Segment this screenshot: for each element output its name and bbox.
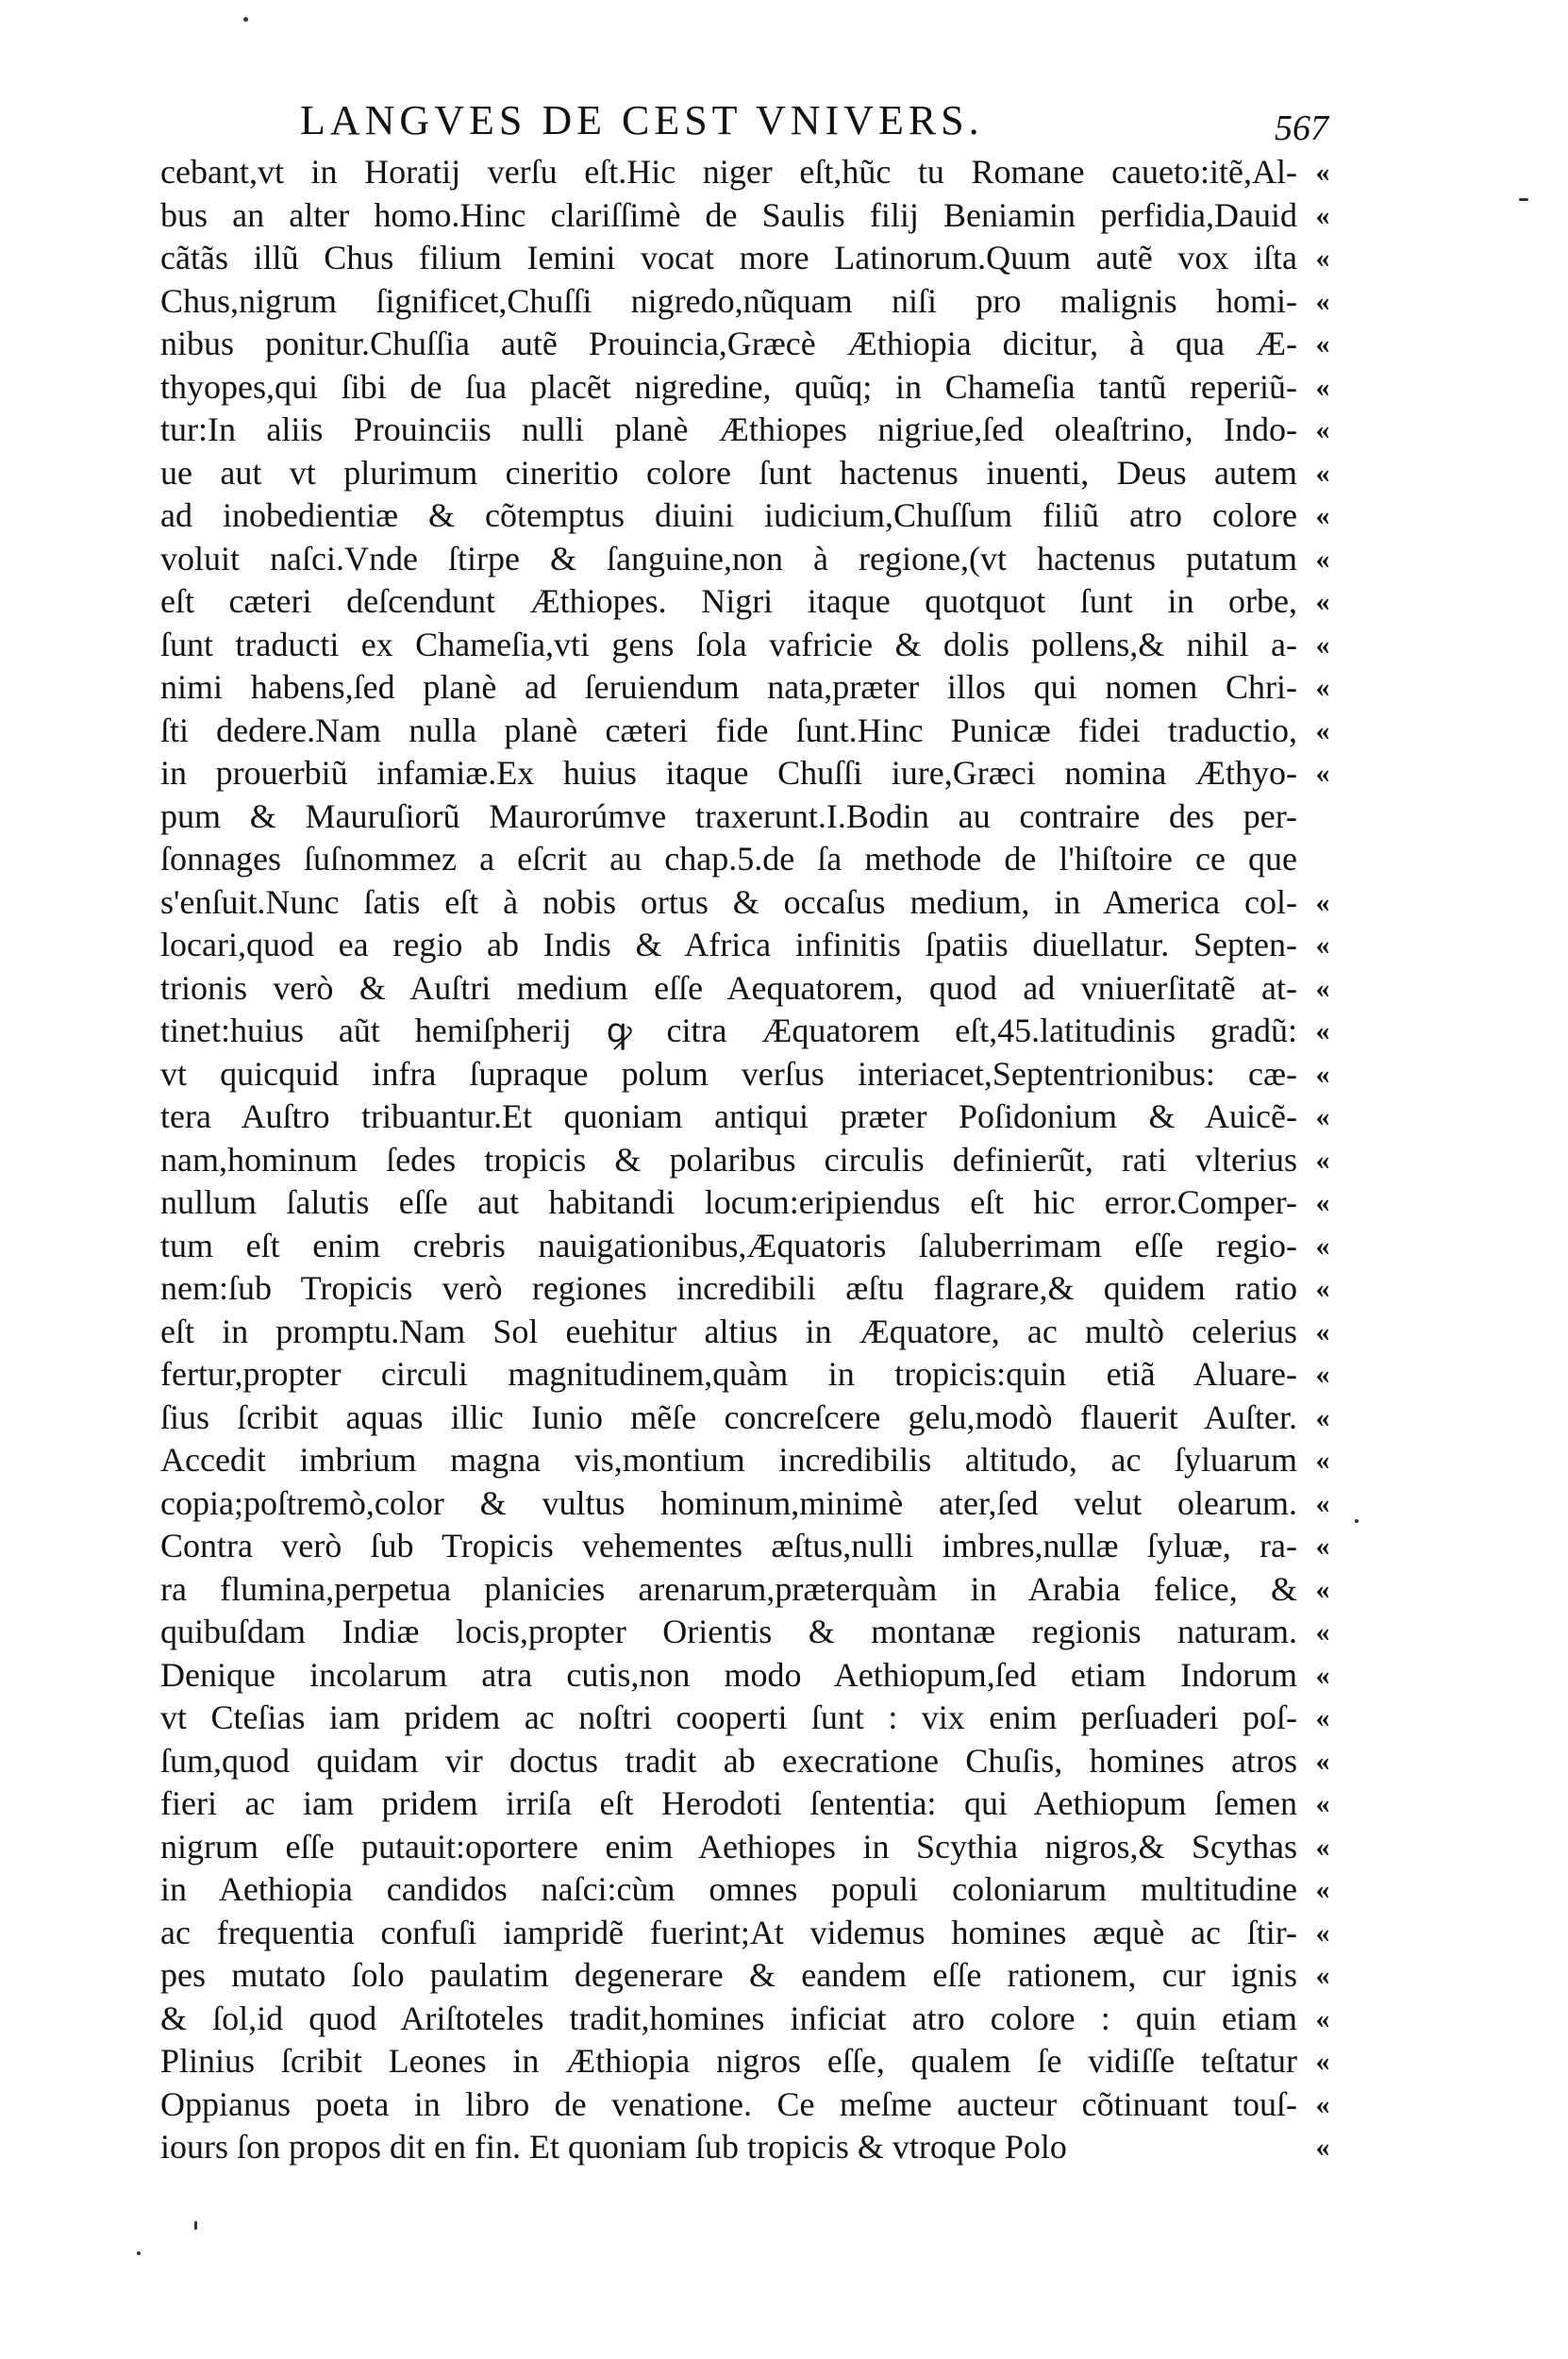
line-text: fieri ac iam pridem irriſa eſt Herodoti ſententia: qui Aethiopum ſemen bbox=[160, 1784, 1297, 1822]
line-text: s'enſuit.Nunc ſatis eſt à nobis ortus & occaſus medium, in America col- bbox=[160, 882, 1297, 921]
marginal-quote-mark: « bbox=[1315, 1916, 1330, 1949]
line-text: & ſol,id quod Ariſtoteles tradit,homines inficiat atro colore : quin etiam bbox=[160, 1999, 1297, 2037]
text-line bbox=[160, 1912, 1340, 1955]
text-line bbox=[160, 323, 1340, 366]
marginal-quote-mark: « bbox=[1315, 1101, 1330, 1132]
text-line bbox=[160, 666, 1340, 710]
marginal-quote-mark: « bbox=[1315, 1702, 1330, 1733]
text-line bbox=[160, 280, 1340, 324]
marginal-quote-mark: « bbox=[1315, 1315, 1330, 1347]
text-line bbox=[160, 194, 1340, 238]
text-line bbox=[160, 752, 1340, 795]
marginal-quote-mark: « bbox=[1315, 972, 1330, 1004]
marginal-quote-mark: « bbox=[1315, 2088, 1330, 2120]
marginal-quote-mark: « bbox=[1315, 157, 1330, 188]
marginal-quote-mark: « bbox=[1315, 328, 1330, 360]
line-text: locari,quod ea regio ab Indis & Africa infinitis ſpatiis diuellatur. Septen- bbox=[160, 926, 1297, 963]
line-text: vt Cteſias iam pridem ac noſtri cooperti ſunt : vix enim perſuaderi poſ- bbox=[160, 1698, 1297, 1736]
marginal-quote-mark: « bbox=[1315, 1401, 1330, 1433]
line-text: nibus ponitur.Chuſſia autẽ Prouincia,Græcè Æthiopia dicitur, à qua Æ- bbox=[160, 325, 1297, 362]
line-text: nimi habens,ſed planè ad ſeruiendum nata,præter illos qui nomen Chri- bbox=[160, 668, 1297, 706]
marginal-quote-mark: « bbox=[1315, 371, 1330, 403]
text-line bbox=[160, 1954, 1340, 1998]
line-text: quibuſdam Indiæ locis,propter Orientis & montanæ regionis naturam. bbox=[160, 1613, 1297, 1650]
line-text: ad inobedientiæ & cõtemptus diuini iudicium,Chuſſum filiũ atro colore bbox=[160, 496, 1297, 534]
marginal-quote-mark: « bbox=[1315, 2002, 1330, 2034]
line-text: tinet:huius aũt hemiſpherij ꝙ citra Æquatorem eſt,45.latitudinis gradũ: bbox=[160, 1012, 1297, 1049]
text-line bbox=[160, 452, 1340, 495]
text-line bbox=[160, 1697, 1340, 1740]
running-head bbox=[300, 92, 1328, 149]
line-text: ue aut vt plurimum cineritio colore ſunt hactenus inuenti, Deus autem bbox=[160, 453, 1297, 492]
ink-speck bbox=[1519, 198, 1528, 201]
text-line bbox=[160, 1397, 1340, 1440]
text-line bbox=[160, 1353, 1340, 1397]
line-text: Contra verò ſub Tropicis vehementes æſtus,nulli imbres,nullæ ſyluæ, ra- bbox=[160, 1527, 1297, 1564]
marginal-quote-mark: « bbox=[1315, 929, 1330, 961]
text-line bbox=[160, 1311, 1340, 1354]
ink-speck bbox=[194, 2221, 197, 2230]
marginal-quote-mark: « bbox=[1315, 1273, 1330, 1304]
text-line bbox=[160, 2083, 1340, 2127]
text-line bbox=[160, 1053, 1340, 1096]
line-text: ſonnages ſuſnommez a eſcrit au chap.5.de ſa methode de l'hiſtoire ce que bbox=[160, 840, 1297, 878]
marginal-quote-mark: « bbox=[1315, 2132, 1330, 2163]
line-text: ſunt traducti ex Chameſia,vti gens ſola vafricie & dolis pollens,& nihil a- bbox=[160, 625, 1297, 663]
line-text: ſti dedere.Nam nulla planè cæteri fide ſunt.Hinc Punicæ fidei traductio, bbox=[160, 711, 1297, 749]
marginal-quote-mark: « bbox=[1315, 1531, 1330, 1562]
marginal-quote-mark: « bbox=[1315, 672, 1330, 703]
text-line bbox=[160, 237, 1340, 280]
marginal-quote-mark: « bbox=[1315, 586, 1330, 617]
marginal-quote-mark: « bbox=[1315, 243, 1330, 274]
text-line bbox=[160, 2126, 1340, 2169]
text-line bbox=[160, 1181, 1340, 1225]
text-line bbox=[160, 1267, 1340, 1311]
text-line bbox=[160, 924, 1340, 967]
marginal-quote-mark: « bbox=[1315, 457, 1330, 489]
line-text: Chus,nigrum ſignificet,Chuſſi nigredo,nũquam niſi pro malignis homi- bbox=[160, 281, 1297, 320]
text-line bbox=[160, 1139, 1340, 1182]
marginal-quote-mark: « bbox=[1315, 1745, 1330, 1777]
text-line bbox=[160, 967, 1340, 1011]
marginal-quote-mark: « bbox=[1315, 1659, 1330, 1691]
line-text: thyopes,qui ſibi de ſua placẽt nigredine, quũq; in Chameſia tantũ reperiũ- bbox=[160, 367, 1297, 406]
line-text: cãtãs illũ Chus filium Iemini vocat more Latinorum.Quum autẽ vox iſta bbox=[160, 239, 1297, 276]
text-line bbox=[160, 1868, 1340, 1912]
text-line bbox=[160, 366, 1340, 410]
line-text: nem:ſub Tropicis verò regiones incredibili æſtu flagrare,& quidem ratio bbox=[160, 1269, 1297, 1307]
marginal-quote-mark: « bbox=[1315, 1230, 1330, 1262]
line-text: in prouerbiũ infamiæ.Ex huius itaque Chuſſi iure,Græci nomina Æthyo- bbox=[160, 754, 1297, 792]
page-number: 567 bbox=[1275, 109, 1328, 148]
marginal-quote-mark: « bbox=[1315, 1015, 1330, 1046]
line-text: tur:In aliis Prouinciis nulli planè Æthiopes nigriue,ſed oleaſtrino, Indo- bbox=[160, 410, 1297, 448]
text-line bbox=[160, 838, 1340, 881]
text-line bbox=[160, 1782, 1340, 1826]
marginal-quote-mark: « bbox=[1315, 414, 1330, 445]
marginal-quote-mark: « bbox=[1315, 1058, 1330, 1090]
text-line bbox=[160, 151, 1340, 194]
text-line bbox=[160, 1826, 1340, 1869]
text-line bbox=[160, 1225, 1340, 1268]
marginal-quote-mark: « bbox=[1315, 1359, 1330, 1390]
running-title: LANGVES DE CEST VNIVERS. bbox=[300, 97, 984, 143]
text-line bbox=[160, 881, 1340, 925]
line-text: ſius ſcribit aquas illic Iunio mẽſe concreſcere gelu,modò flauerit Auſter. bbox=[160, 1397, 1297, 1436]
text-line bbox=[160, 1611, 1340, 1654]
line-text: trionis verò & Auſtri medium eſſe Aequatorem, quod ad vniuerſitatẽ at- bbox=[160, 968, 1297, 1007]
line-text: ſum,quod quidam vir doctus tradit ab execratione Chuſis, homines atros bbox=[160, 1741, 1297, 1780]
marginal-quote-mark: « bbox=[1315, 886, 1330, 918]
text-line bbox=[160, 494, 1340, 538]
line-text: tum eſt enim crebris nauigationibus,Æquatoris ſaluberrimam eſſe regio- bbox=[160, 1226, 1297, 1264]
marginal-quote-mark: « bbox=[1315, 1573, 1330, 1605]
ink-speck bbox=[243, 17, 248, 22]
text-line bbox=[160, 1010, 1340, 1053]
line-text: Accedit imbrium magna vis,montium incredibilis altitudo, ac ſyluarum bbox=[160, 1441, 1297, 1479]
line-text: vt quicquid infra ſupraque polum verſus interiacet,Septentrionibus: cæ- bbox=[160, 1054, 1297, 1093]
marginal-quote-mark: « bbox=[1315, 285, 1330, 317]
text-line bbox=[160, 1439, 1340, 1482]
line-text: ra flumina,perpetua planicies arenarum,præterquàm in Arabia felice, & bbox=[160, 1569, 1297, 1608]
text-line bbox=[160, 1525, 1340, 1568]
marginal-quote-mark: « bbox=[1315, 714, 1330, 746]
line-text: nullum ſalutis eſſe aut habitandi locum:eripiendus eſt hic error.Comper- bbox=[160, 1183, 1297, 1221]
line-text: ac frequentia confuſi iampridẽ fuerint;At videmus homines æquè ac ſtir- bbox=[160, 1913, 1297, 1951]
marginal-quote-mark: « bbox=[1315, 628, 1330, 661]
line-text: Oppianus poeta in libro de venatione. Ce meſme aucteur cõtinuant touſ- bbox=[160, 2084, 1297, 2123]
line-text: nam,hominum ſedes tropicis & polaribus circulis definierũt, rati vlterius bbox=[160, 1140, 1297, 1179]
text-line bbox=[160, 1482, 1340, 1526]
text-line bbox=[160, 1998, 1340, 2041]
marginal-quote-mark: « bbox=[1315, 1874, 1330, 1905]
line-text: eſt in promptu.Nam Sol euehitur altius in Æquatore, ac multò celerius bbox=[160, 1312, 1297, 1350]
marginal-quote-mark: « bbox=[1315, 1831, 1330, 1863]
text-line bbox=[160, 1654, 1340, 1698]
text-line bbox=[160, 1568, 1340, 1612]
marginal-quote-mark: « bbox=[1315, 500, 1330, 531]
ink-speck bbox=[137, 2251, 141, 2255]
ink-speck bbox=[1355, 1519, 1359, 1523]
line-text: pum & Mauruſiorũ Maurorúmve traxerunt.I.Bodin au contraire des per- bbox=[160, 796, 1297, 835]
text-line bbox=[160, 624, 1340, 667]
line-text: pes mutato ſolo paulatim degenerare & eandem eſſe rationem, cur ignis bbox=[160, 1956, 1297, 1994]
text-line bbox=[160, 409, 1340, 452]
marginal-quote-mark: « bbox=[1315, 543, 1330, 575]
line-text: fertur,propter circuli magnitudinem,quàm in tropicis:quin etiã Aluare- bbox=[160, 1355, 1297, 1393]
text-line bbox=[160, 1096, 1340, 1139]
text-line bbox=[160, 2040, 1340, 2083]
marginal-quote-mark: « bbox=[1315, 1144, 1330, 1176]
text-line bbox=[160, 538, 1340, 581]
line-text: nigrum eſſe putauit:oportere enim Aethiopes in Scythia nigros,& Scythas bbox=[160, 1827, 1297, 1865]
line-text: iours ſon propos dit en fin. Et quoniam ſub tropicis & vtroque Polo bbox=[160, 2128, 1067, 2166]
text-line bbox=[160, 710, 1340, 753]
text-line bbox=[160, 1740, 1340, 1783]
line-text: in Aethiopia candidos naſci:cùm omnes populi coloniarum multitudine bbox=[160, 1870, 1297, 1908]
marginal-quote-mark: « bbox=[1315, 1445, 1330, 1476]
line-text: Denique incolarum atra cutis,non modo Aethiopum,ſed etiam Indorum bbox=[160, 1655, 1297, 1694]
line-text: copia;poſtremò,color & vultus hominum,minimè ater,ſed velut olearum. bbox=[160, 1483, 1297, 1522]
marginal-quote-mark: « bbox=[1315, 758, 1330, 789]
marginal-quote-mark: « bbox=[1315, 1788, 1330, 1819]
line-text: voluit naſci.Vnde ſtirpe & ſanguine,non à regione,(vt hactenus putatum bbox=[160, 539, 1297, 577]
marginal-quote-mark: « bbox=[1315, 1187, 1330, 1218]
marginal-quote-mark: « bbox=[1315, 1616, 1330, 1648]
marginal-quote-mark: « bbox=[1315, 199, 1330, 231]
body-text bbox=[160, 151, 1340, 2169]
text-line bbox=[160, 580, 1340, 624]
marginal-quote-mark: « bbox=[1315, 1960, 1330, 1991]
line-text: eſt cæteri deſcendunt Æthiopes. Nigri itaque quotquot ſunt in orbe, bbox=[160, 582, 1297, 620]
line-text: cebant,vt in Horatij verſu eſt.Hic niger eſt,hũc tu Romane caueto:itẽ,Al- bbox=[160, 153, 1297, 191]
marginal-quote-mark: « bbox=[1315, 1487, 1330, 1519]
line-text: tera Auſtro tribuantur.Et quoniam antiqui præter Poſidonium & Auicẽ- bbox=[160, 1097, 1297, 1135]
marginal-quote-mark: « bbox=[1315, 2046, 1330, 2077]
line-text: Plinius ſcribit Leones in Æthiopia nigros eſſe, qualem ſe vidiſſe teſtatur bbox=[160, 2042, 1297, 2080]
text-line bbox=[160, 795, 1340, 839]
line-text: bus an alter homo.Hinc clariſſimè de Saulis filij Beniamin perfidia,Dauid bbox=[160, 195, 1297, 234]
